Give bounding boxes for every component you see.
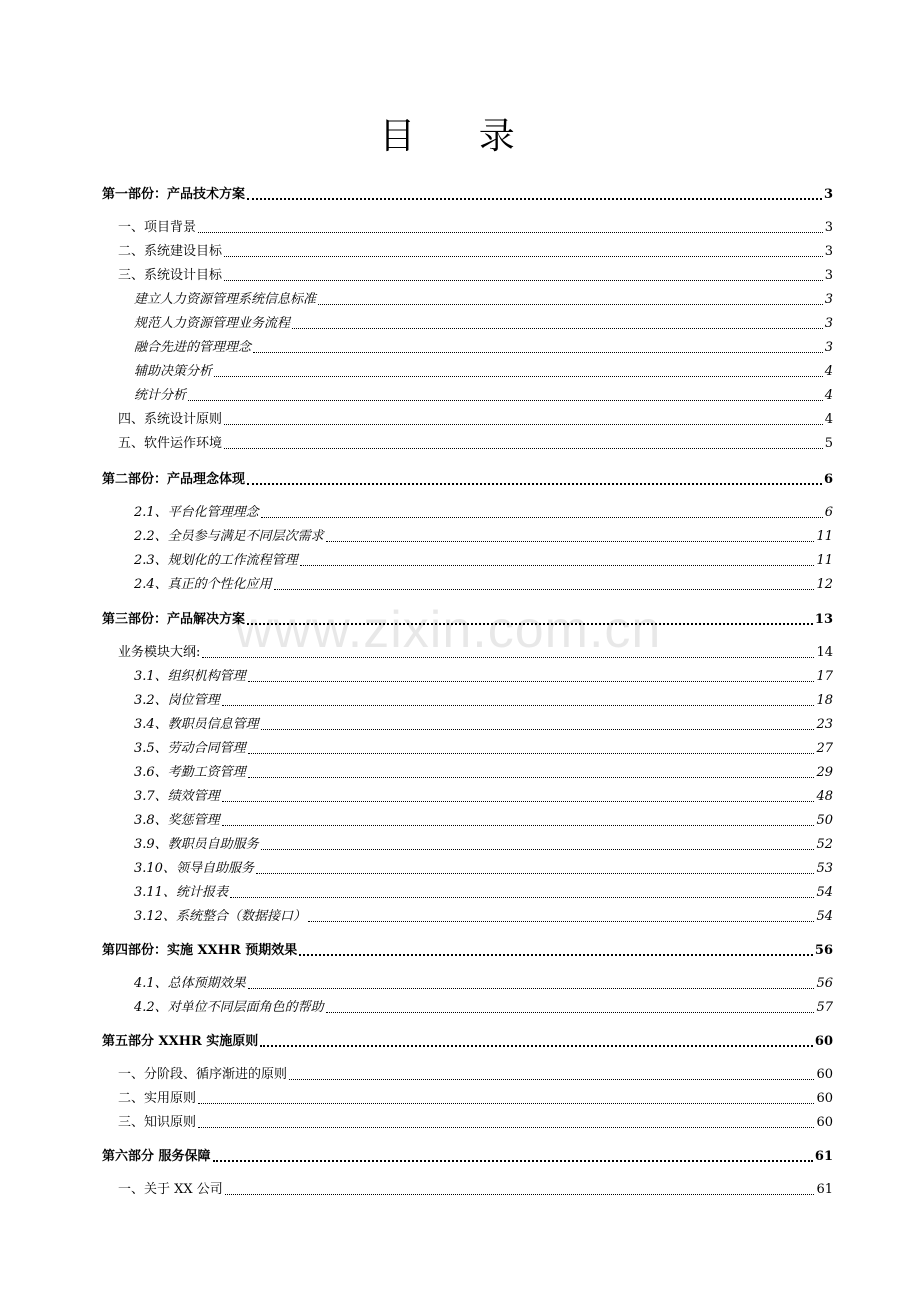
toc-entry[interactable]: [102, 939, 833, 959]
toc-entry-title: 第五部分 XXHR 实施原则: [102, 1034, 259, 1049]
toc-entry-title: 3.12、系统整合（数据接口）: [134, 909, 306, 924]
toc-dot-leader: [299, 954, 813, 956]
toc-dot-leader: [222, 801, 815, 802]
toc-dot-leader: [256, 873, 815, 874]
toc-entry-page-number: 6: [823, 472, 833, 487]
toc-dot-leader: [247, 483, 822, 485]
toc-entry[interactable]: [134, 905, 833, 925]
toc-dot-leader: [230, 897, 815, 898]
toc-entry[interactable]: [134, 996, 833, 1016]
toc-entry-title: 3.11、统计报表: [134, 885, 228, 900]
toc-entry-title: 3.9、教职员自助服务: [134, 837, 259, 852]
toc-entry[interactable]: [134, 785, 833, 805]
toc-dot-leader: [198, 232, 823, 233]
toc-entry-page-number: 3: [824, 316, 833, 331]
toc-entry[interactable]: [118, 1087, 833, 1107]
toc-dot-leader: [198, 1103, 814, 1104]
toc-dot-leader: [213, 1160, 813, 1162]
toc-entry-page-number: 60: [816, 1067, 833, 1082]
toc-entry-page-number: 3: [824, 292, 833, 307]
toc-entry-page-number: 17: [816, 669, 833, 684]
toc-entry-page-number: 4: [824, 364, 833, 379]
toc-entry-title: 五、软件运作环境: [118, 436, 223, 451]
toc-entry[interactable]: [102, 468, 833, 488]
toc-entry-page-number: 3: [824, 220, 833, 235]
toc-entry[interactable]: [118, 641, 833, 661]
toc-entry-title: 业务模块大纲:: [118, 645, 201, 660]
toc-entry-title: 辅助决策分析: [134, 364, 213, 379]
toc-entry-page-number: 12: [816, 577, 833, 592]
toc-entry[interactable]: [134, 857, 833, 877]
toc-entry[interactable]: [134, 689, 833, 709]
toc-entry-page-number: 18: [816, 693, 833, 708]
toc-entry[interactable]: [134, 972, 833, 992]
toc-entry-title: 三、系统设计目标: [118, 268, 223, 283]
toc-dot-leader: [247, 198, 822, 200]
toc-entry[interactable]: [118, 432, 833, 452]
toc-entry-title: 2.3、规划化的工作流程管理: [134, 553, 298, 568]
toc-entry-title: 规范人力资源管理业务流程: [134, 316, 291, 331]
toc-entry-title: 2.1、平台化管理理念: [134, 505, 259, 520]
toc-entry[interactable]: [134, 881, 833, 901]
toc-entry-page-number: 4: [824, 388, 833, 403]
toc-entry-page-number: 54: [816, 909, 833, 924]
toc-entry[interactable]: [102, 1145, 833, 1165]
toc-entry-page-number: 56: [816, 976, 833, 991]
toc-entry[interactable]: [118, 264, 833, 284]
toc-entry-page-number: 27: [816, 741, 833, 756]
toc-entry[interactable]: [118, 1178, 833, 1198]
toc-entry-title: 2.2、全员参与满足不同层次需求: [134, 529, 324, 544]
toc-entry[interactable]: [118, 1063, 833, 1083]
toc-entry[interactable]: [134, 360, 833, 380]
toc-entry-page-number: 57: [816, 1000, 833, 1015]
toc-entry-title: 3.8、奖惩管理: [134, 813, 220, 828]
toc-dot-leader: [248, 988, 815, 989]
toc-entry-page-number: 61: [814, 1149, 833, 1164]
toc-entry[interactable]: [102, 183, 833, 203]
toc-entry-page-number: 61: [816, 1182, 833, 1197]
toc-entry-title: 二、系统建设目标: [118, 244, 223, 259]
toc-entry[interactable]: [118, 216, 833, 236]
toc-dot-leader: [260, 1045, 813, 1047]
toc-entry[interactable]: [134, 525, 833, 545]
toc-dot-leader: [326, 541, 815, 542]
toc-entry-page-number: 14: [816, 645, 833, 660]
toc-dot-leader: [224, 280, 823, 281]
toc-entry-title: 3.7、绩效管理: [134, 789, 220, 804]
toc-dot-leader: [188, 400, 823, 401]
toc-entry[interactable]: [134, 288, 833, 308]
toc-entry-page-number: 11: [816, 529, 833, 544]
toc-entry-title: 融合先进的管理理念: [134, 340, 252, 355]
toc-dot-leader: [198, 1127, 814, 1128]
toc-dot-leader: [222, 705, 815, 706]
toc-entry[interactable]: [134, 809, 833, 829]
toc-dot-leader: [248, 681, 815, 682]
toc-entry-page-number: 56: [814, 943, 833, 958]
toc-entry-title: 第六部分 服务保障: [102, 1149, 211, 1164]
toc-entry-page-number: 52: [816, 837, 833, 852]
toc-entry[interactable]: [134, 665, 833, 685]
toc-entry-title: 3.2、岗位管理: [134, 693, 220, 708]
toc-entry-page-number: 53: [816, 861, 833, 876]
toc-entry-page-number: 60: [816, 1091, 833, 1106]
toc-entry-title: 第二部份：产品理念体现: [102, 472, 246, 487]
toc-dot-leader: [225, 1194, 815, 1195]
toc-dot-leader: [261, 729, 815, 730]
toc-entry-title: 3.5、劳动合同管理: [134, 741, 246, 756]
toc-entry[interactable]: [102, 1030, 833, 1050]
toc-entry-page-number: 29: [816, 765, 833, 780]
toc-dot-leader: [224, 448, 823, 449]
toc-entry-page-number: 3: [824, 268, 833, 283]
toc-dot-leader: [274, 589, 815, 590]
toc-entry-page-number: 3: [824, 244, 833, 259]
toc-entry[interactable]: [134, 737, 833, 757]
toc-entry-title: 4.2、对单位不同层面角色的帮助: [134, 1000, 324, 1015]
watermark: www.zixin.com.cn: [235, 601, 662, 659]
toc-entry-title: 3.1、组织机构管理: [134, 669, 246, 684]
toc-entry-title: 二、实用原则: [118, 1091, 197, 1106]
toc-entry[interactable]: [134, 713, 833, 733]
toc-dot-leader: [224, 256, 823, 257]
toc-entry-page-number: 6: [824, 505, 833, 520]
toc-entry-title: 3.10、领导自助服务: [134, 861, 254, 876]
toc-entry[interactable]: [118, 1111, 833, 1131]
toc-entry-title: 3.6、考勤工资管理: [134, 765, 246, 780]
toc-entry[interactable]: [134, 312, 833, 332]
toc-dot-leader: [247, 623, 813, 625]
toc-entry-title: 一、分阶段、循序渐进的原则: [118, 1067, 288, 1082]
toc-entry-title: 四、系统设计原则: [118, 412, 223, 427]
toc-entry[interactable]: [134, 549, 833, 569]
toc-entry-page-number: 13: [814, 612, 833, 627]
toc-entry-title: 第一部份：产品技术方案: [102, 187, 246, 202]
toc-dot-leader: [202, 657, 814, 658]
toc-dot-leader: [248, 753, 815, 754]
toc-entry-page-number: 11: [816, 553, 833, 568]
toc-entry-title: 三、知识原则: [118, 1115, 197, 1130]
toc-entry-page-number: 60: [816, 1115, 833, 1130]
toc-entry-page-number: 60: [814, 1034, 833, 1049]
toc-entry-title: 第三部份：产品解决方案: [102, 612, 246, 627]
toc-entry[interactable]: [134, 573, 833, 593]
toc-entry-title: 建立人力资源管理系统信息标准: [134, 292, 317, 307]
toc-entry-page-number: 4: [824, 412, 833, 427]
toc-dot-leader: [318, 304, 823, 305]
toc-entry-page-number: 5: [824, 436, 833, 451]
toc-dot-leader: [222, 825, 815, 826]
toc-entry-title: 第四部份：实施 XXHR 预期效果: [102, 943, 298, 958]
toc-entry-title: 一、关于 XX 公司: [118, 1182, 223, 1197]
toc-dot-leader: [253, 352, 823, 353]
toc-entry-page-number: 3: [824, 340, 833, 355]
toc-entry-page-number: 3: [823, 187, 833, 202]
toc-entry[interactable]: [134, 833, 833, 853]
toc-entry[interactable]: [118, 240, 833, 260]
toc-entry[interactable]: [118, 408, 833, 428]
toc-dot-leader: [261, 517, 823, 518]
toc-dot-leader: [300, 565, 815, 566]
toc-dot-leader: [261, 849, 815, 850]
toc-entry-title: 4.1、总体预期效果: [134, 976, 246, 991]
toc-dot-leader: [308, 921, 815, 922]
toc-entry[interactable]: [134, 384, 833, 404]
page-title: 目 录: [379, 116, 541, 157]
toc-dot-leader: [224, 424, 823, 425]
toc-entry-title: 统计分析: [134, 388, 187, 403]
toc-entry[interactable]: [134, 501, 833, 521]
toc-entry-page-number: 50: [816, 813, 833, 828]
toc-entry[interactable]: [102, 608, 833, 628]
toc-entry-title: 3.4、教职员信息管理: [134, 717, 259, 732]
toc-entry-page-number: 23: [816, 717, 833, 732]
toc-entry-page-number: 54: [816, 885, 833, 900]
toc-entry-title: 一、项目背景: [118, 220, 197, 235]
toc-dot-leader: [214, 376, 823, 377]
toc-entry-title: 2.4、真正的个性化应用: [134, 577, 272, 592]
toc-dot-leader: [289, 1079, 814, 1080]
toc-dot-leader: [326, 1012, 815, 1013]
toc-entry-page-number: 48: [816, 789, 833, 804]
toc-entry[interactable]: [134, 761, 833, 781]
toc-dot-leader: [248, 777, 815, 778]
toc-dot-leader: [292, 328, 823, 329]
toc-entry[interactable]: [134, 336, 833, 356]
